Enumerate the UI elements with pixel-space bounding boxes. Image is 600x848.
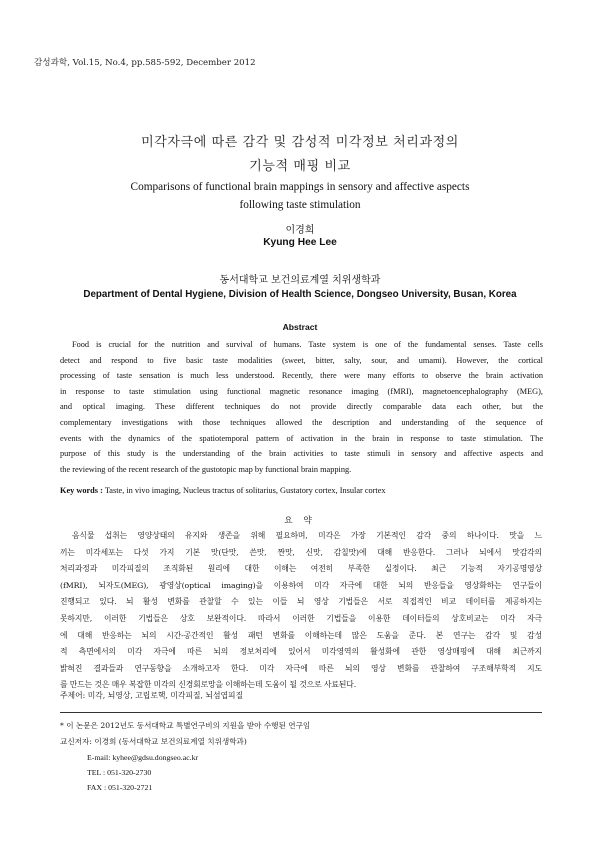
footnote-divider	[60, 712, 542, 713]
affiliation-korean: 동서대학교 보건의료계열 치위생학과	[219, 275, 381, 286]
summary-line: (fMRI), 뇌자도(MEG), 광영상(optical imaging)을 이용하여 미각 자극에 대한 뇌의 반응들을 영상화하는 연구들이	[60, 580, 542, 590]
journal-header: 감성과학, Vol.15, No.4, pp.585-592, December 2012	[34, 58, 256, 68]
summary-line: 음식물 섭취는 영양상태의 유지와 생존을 위해 필요하며, 미각은 가장 기본적인 감각 중의 하나이다. 맛을 느	[72, 531, 542, 540]
footnote-funding: * 이 논문은 2012년도 동서대학교 특별연구비의 지원을 받아 수행된 연구임	[60, 721, 311, 730]
summary-line: 끼는 미각세포는 다섯 가지 기본 맛(단맛, 쓴맛, 짠맛, 신맛, 감칠맛)에 대해 반응한다. 그러나 뇌에서 맛감각의	[60, 547, 542, 557]
author-korean: 이경희	[285, 225, 315, 236]
title-korean-line-2: 기능적 매핑 비교	[249, 159, 351, 174]
summary-line: 에 대해 반응하는 뇌의 시간-공간적인 활성 패턴 변화를 이해하는데 많은 도움을 준다. 본 연구는 감각 및 감성	[60, 630, 542, 640]
abstract-body	[60, 337, 543, 477]
abstract-line: the reviewing of the recent research of the gustotopic map by functional brain mapping.	[60, 464, 352, 474]
abstract-line: detect and respond to five basic taste modalities (sweet, bitter, salty, sour, and umami). However, the cortical	[60, 355, 543, 365]
abstract-heading: Abstract	[282, 322, 318, 332]
summary-heading: 요 약	[284, 516, 316, 526]
summary-line: 진행되고 있다. 뇌 활성 변화를 관찰할 수 있는 이들 뇌 영상 기법들은 서로 직접적인 비교 데이터를 제공하지는	[60, 597, 542, 607]
summary-line: 못하지만, 이러한 기법들은 상호 보완적이다. 따라서 이러한 기법들을 이용한 데이터들의 상호비교는 미각 자극	[60, 613, 542, 623]
abstract-line: purpose of this study is the understanding of the brain activities to taste stimuli in sensory and affective aspects and	[60, 449, 543, 459]
author-english: Kyung Hee Lee	[263, 237, 337, 248]
footnote-tel: TEL : 051-320-2730	[87, 768, 152, 777]
keywords-label: Key words :	[60, 486, 103, 495]
affiliation-english: Department of Dental Hygiene, Division of Health Science, Dongseo University, Busan, Korea	[83, 289, 517, 300]
summary-line: 밝혀진 결과들과 연구동향을 소개하고자 한다. 미각 자극에 따른 뇌의 영상 변화를 관찰하여 구조해부학적 지도	[60, 663, 542, 673]
abstract-line: events with the dynamics of the spatiotemporal pattern of activation in the brain in response to taste stimulation. The	[60, 433, 543, 443]
footnote-corresponding-author: 교신저자: 이경희 (동서대학교 보건의료계열 치위생학과)	[60, 737, 247, 746]
keywords	[60, 486, 386, 495]
abstract-line: Food is crucial for the nutrition and survival of humans. Taste system is one of the fundamental senses. Taste cells	[72, 340, 543, 349]
abstract-line: in response to taste stimulation using functional magnetic resonance imaging (fMRI), magnetoencephalography (MEG),	[60, 386, 543, 396]
summary-keywords: 주제어: 미각, 뇌영상, 고립로핵, 미각피질, 뇌섬엽피질	[60, 691, 244, 700]
title-english-line-1: Comparisons of functional brain mappings in sensory and affective aspects	[130, 181, 470, 193]
title-english-line-2: following taste stimulation	[239, 199, 361, 211]
summary-line: 적 측면에서의 미각 자극에 따른 뇌의 정보처리에 있어서 미각영역의 활성화에 관한 영상매핑에 대해 최근까지	[60, 647, 542, 657]
abstract-line: and optical imaging. These different techniques do not provide directly comparable data each other, but the	[60, 402, 543, 412]
title-korean-line-1: 미각자극에 따른 감각 및 감성적 미각정보 처리과정의	[141, 135, 459, 150]
summary-line: 를 만드는 것은 매우 복잡한 미각의 신경회로망을 이해하는데 도움이 될 것으로 사료된다.	[60, 680, 357, 690]
summary-body	[60, 528, 542, 694]
footnote-email: E-mail: kyhee@gdsu.dongseo.ac.kr	[87, 753, 199, 762]
summary-line: 처리과정과 미각피질의 조직화된 원리에 대한 이해는 여전히 부족한 실정이다. 최근 기능적 자기공명영상	[60, 564, 542, 574]
abstract-line: processing of taste sensation is much less understood. Recently, there were many efforts to observe the brain activation	[60, 371, 543, 381]
footnote-fax: FAX : 051-320-2721	[87, 783, 153, 792]
keywords-text: Taste, in vivo imaging, Nucleus tractus of solitarius, Gustatory cortex, Insular cortex	[104, 486, 386, 495]
abstract-line: complementary investigations with those techniques allowed the description and understanding of the sequence of	[60, 417, 543, 427]
